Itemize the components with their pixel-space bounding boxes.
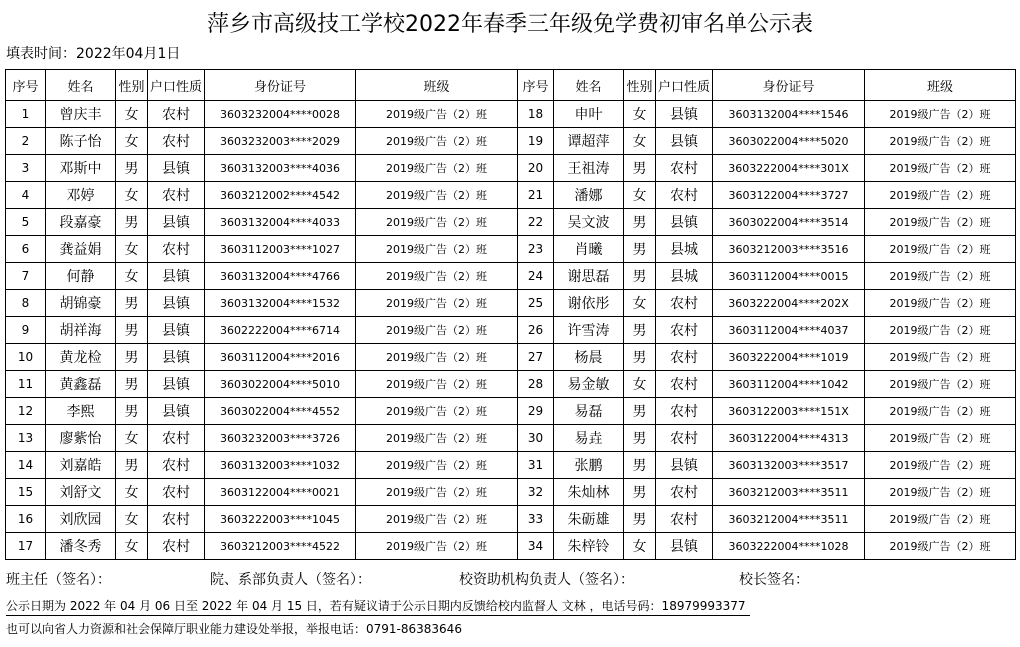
table-row: [6, 344, 1016, 371]
student-name: 刘舒文: [46, 479, 116, 506]
student-name: 肖曦: [554, 236, 624, 263]
student-name: 邓婷: [46, 182, 116, 209]
id-number: 3603132004****1532: [205, 290, 356, 317]
row-number: 22: [518, 209, 554, 236]
row-number: 1: [6, 101, 46, 128]
hukou-type: 农村: [656, 398, 713, 425]
row-number: 8: [6, 290, 46, 317]
table-row: [6, 101, 1016, 128]
student-name: 易磊: [554, 398, 624, 425]
gender: 男: [624, 425, 656, 452]
gender: 男: [624, 236, 656, 263]
row-number: 21: [518, 182, 554, 209]
row-number: 16: [6, 506, 46, 533]
hukou-type: 县城: [656, 263, 713, 290]
gender: 女: [116, 128, 148, 155]
col-header-gender: 性别: [624, 70, 656, 101]
class-name: 2019级广告（2）班: [865, 182, 1016, 209]
class-name: 2019级广告（2）班: [865, 128, 1016, 155]
gender: 男: [624, 344, 656, 371]
class-name: 2019级广告（2）班: [865, 452, 1016, 479]
hukou-type: 农村: [656, 182, 713, 209]
student-name: 朱梓铃: [554, 533, 624, 560]
row-number: 3: [6, 155, 46, 182]
hukou-type: 县镇: [148, 371, 205, 398]
class-name: 2019级广告（2）班: [865, 317, 1016, 344]
id-number: 3603222004****301X: [713, 155, 865, 182]
row-number: 23: [518, 236, 554, 263]
gender: 女: [116, 533, 148, 560]
notice-period: 公示日期为 2022 年 04 月 06 日至 2022 年 04 月 15 日，若有疑议请于公示日期内反馈给校内监督人 文林 ，电话号码：18979993377: [6, 597, 750, 616]
student-name: 朱灿林: [554, 479, 624, 506]
hukou-type: 农村: [656, 479, 713, 506]
id-number: 3603212003****3516: [713, 236, 865, 263]
student-name: 黄龙检: [46, 344, 116, 371]
hukou-type: 农村: [148, 452, 205, 479]
row-number: 19: [518, 128, 554, 155]
student-name: 谢思磊: [554, 263, 624, 290]
table-row: [6, 236, 1016, 263]
row-number: 15: [6, 479, 46, 506]
student-name: 李熙: [46, 398, 116, 425]
class-name: 2019级广告（2）班: [356, 155, 518, 182]
gender: 男: [116, 452, 148, 479]
id-number: 3603122004****4313: [713, 425, 865, 452]
gender: 女: [116, 506, 148, 533]
row-number: 29: [518, 398, 554, 425]
gender: 女: [624, 101, 656, 128]
table-row: [6, 182, 1016, 209]
head-teacher-signature: 班主任（签名）：: [6, 572, 111, 588]
hukou-type: 县镇: [656, 209, 713, 236]
id-number: 3603112003****1027: [205, 236, 356, 263]
hukou-type: 县镇: [148, 317, 205, 344]
table-row: [6, 155, 1016, 182]
table-row: [6, 533, 1016, 560]
hukou-type: 农村: [656, 290, 713, 317]
gender: 女: [116, 425, 148, 452]
student-name: 段嘉豪: [46, 209, 116, 236]
hukou-type: 农村: [656, 317, 713, 344]
table-row: [6, 209, 1016, 236]
hukou-type: 农村: [148, 506, 205, 533]
gender: 男: [116, 209, 148, 236]
class-name: 2019级广告（2）班: [356, 533, 518, 560]
student-name: 谢依彤: [554, 290, 624, 317]
hukou-type: 农村: [148, 425, 205, 452]
student-name: 龚益娟: [46, 236, 116, 263]
id-number: 3603232004****0028: [205, 101, 356, 128]
row-number: 34: [518, 533, 554, 560]
col-header-no: 序号: [518, 70, 554, 101]
gender: 男: [624, 506, 656, 533]
roster-body: [6, 101, 1016, 560]
row-number: 18: [518, 101, 554, 128]
gender: 女: [116, 101, 148, 128]
id-number: 3603122003****151X: [713, 398, 865, 425]
id-number: 3603112004****2016: [205, 344, 356, 371]
col-header-no: 序号: [6, 70, 46, 101]
class-name: 2019级广告（2）班: [865, 236, 1016, 263]
hukou-type: 县镇: [148, 290, 205, 317]
roster-table: [5, 69, 1016, 560]
hukou-type: 农村: [148, 101, 205, 128]
gender: 男: [116, 155, 148, 182]
class-name: 2019级广告（2）班: [865, 506, 1016, 533]
id-number: 3603222004****202X: [713, 290, 865, 317]
class-name: 2019级广告（2）班: [865, 479, 1016, 506]
col-header-id: 身份证号: [713, 70, 865, 101]
student-name: 易垚: [554, 425, 624, 452]
class-name: 2019级广告（2）班: [865, 371, 1016, 398]
hukou-type: 农村: [148, 479, 205, 506]
header-row: [6, 70, 1016, 101]
student-name: 黄鑫磊: [46, 371, 116, 398]
gender: 男: [116, 317, 148, 344]
notice-report: 也可以向省人力资源和社会保障厅职业能力建设处举报，举报电话：0791-86383646: [6, 622, 462, 636]
id-number: 3603022004****3514: [713, 209, 865, 236]
class-name: 2019级广告（2）班: [356, 371, 518, 398]
table-row: [6, 425, 1016, 452]
id-number: 3603112004****1042: [713, 371, 865, 398]
hukou-type: 农村: [148, 533, 205, 560]
class-name: 2019级广告（2）班: [865, 398, 1016, 425]
col-header-hukou: 户口性质: [656, 70, 713, 101]
table-row: [6, 290, 1016, 317]
table-row: [6, 506, 1016, 533]
hukou-type: 县镇: [148, 263, 205, 290]
student-name: 曾庆丰: [46, 101, 116, 128]
class-name: 2019级广告（2）班: [356, 452, 518, 479]
class-name: 2019级广告（2）班: [356, 182, 518, 209]
row-number: 11: [6, 371, 46, 398]
id-number: 3603222003****1045: [205, 506, 356, 533]
id-number: 3603122004****3727: [713, 182, 865, 209]
hukou-type: 农村: [656, 155, 713, 182]
id-number: 3603132004****4033: [205, 209, 356, 236]
hukou-type: 县镇: [148, 209, 205, 236]
hukou-type: 农村: [148, 236, 205, 263]
gender: 男: [116, 371, 148, 398]
student-name: 邓斯中: [46, 155, 116, 182]
student-name: 廖紫怡: [46, 425, 116, 452]
hukou-type: 县镇: [148, 155, 205, 182]
id-number: 3603232003****2029: [205, 128, 356, 155]
col-header-class: 班级: [865, 70, 1016, 101]
id-number: 3603132003****4036: [205, 155, 356, 182]
id-number: 3603132003****3517: [713, 452, 865, 479]
col-header-name: 姓名: [46, 70, 116, 101]
student-name: 刘嘉皓: [46, 452, 116, 479]
student-name: 谭超萍: [554, 128, 624, 155]
id-number: 3603022004****4552: [205, 398, 356, 425]
gender: 女: [624, 533, 656, 560]
class-name: 2019级广告（2）班: [865, 209, 1016, 236]
table-row: [6, 371, 1016, 398]
gender: 女: [116, 479, 148, 506]
student-name: 胡锦豪: [46, 290, 116, 317]
hukou-type: 农村: [148, 182, 205, 209]
hukou-type: 农村: [656, 425, 713, 452]
student-name: 陈子怡: [46, 128, 116, 155]
gender: 男: [116, 398, 148, 425]
row-number: 5: [6, 209, 46, 236]
gender: 男: [624, 155, 656, 182]
gender: 女: [116, 182, 148, 209]
gender: 男: [116, 344, 148, 371]
class-name: 2019级广告（2）班: [865, 290, 1016, 317]
student-name: 吴文波: [554, 209, 624, 236]
table-row: [6, 128, 1016, 155]
fill-date: 填表时间：2022年04月1日: [6, 46, 181, 62]
id-number: 3603232003****3726: [205, 425, 356, 452]
hukou-type: 农村: [656, 371, 713, 398]
class-name: 2019级广告（2）班: [356, 101, 518, 128]
hukou-type: 农村: [656, 344, 713, 371]
table-row: [6, 398, 1016, 425]
student-name: 申叶: [554, 101, 624, 128]
hukou-type: 县镇: [656, 128, 713, 155]
id-number: 3603132004****1546: [713, 101, 865, 128]
class-name: 2019级广告（2）班: [356, 425, 518, 452]
row-number: 20: [518, 155, 554, 182]
class-name: 2019级广告（2）班: [865, 425, 1016, 452]
gender: 男: [116, 290, 148, 317]
row-number: 24: [518, 263, 554, 290]
id-number: 3602222004****6714: [205, 317, 356, 344]
table-row: [6, 317, 1016, 344]
gender: 男: [624, 317, 656, 344]
row-number: 31: [518, 452, 554, 479]
class-name: 2019级广告（2）班: [865, 155, 1016, 182]
dept-head-signature: 院、系部负责人（签名）：: [210, 572, 371, 588]
hukou-type: 农村: [656, 506, 713, 533]
gender: 女: [116, 263, 148, 290]
class-name: 2019级广告（2）班: [356, 317, 518, 344]
gender: 女: [624, 290, 656, 317]
student-name: 潘冬秀: [46, 533, 116, 560]
row-number: 27: [518, 344, 554, 371]
row-number: 14: [6, 452, 46, 479]
table-row: [6, 263, 1016, 290]
class-name: 2019级广告（2）班: [356, 263, 518, 290]
class-name: 2019级广告（2）班: [356, 344, 518, 371]
class-name: 2019级广告（2）班: [356, 128, 518, 155]
id-number: 3603112004****4037: [713, 317, 865, 344]
hukou-type: 农村: [148, 128, 205, 155]
table-row: [6, 452, 1016, 479]
col-header-gender: 性别: [116, 70, 148, 101]
class-name: 2019级广告（2）班: [865, 101, 1016, 128]
gender: 女: [116, 236, 148, 263]
id-number: 3603212003****4522: [205, 533, 356, 560]
id-number: 3603022004****5010: [205, 371, 356, 398]
hukou-type: 县镇: [148, 344, 205, 371]
row-number: 4: [6, 182, 46, 209]
student-name: 易金敏: [554, 371, 624, 398]
hukou-type: 县镇: [656, 101, 713, 128]
id-number: 3603212003****3511: [713, 479, 865, 506]
col-header-name: 姓名: [554, 70, 624, 101]
class-name: 2019级广告（2）班: [865, 533, 1016, 560]
row-number: 32: [518, 479, 554, 506]
class-name: 2019级广告（2）班: [865, 344, 1016, 371]
row-number: 17: [6, 533, 46, 560]
row-number: 6: [6, 236, 46, 263]
row-number: 9: [6, 317, 46, 344]
hukou-type: 县城: [656, 236, 713, 263]
hukou-type: 县镇: [656, 452, 713, 479]
row-number: 13: [6, 425, 46, 452]
id-number: 3603132004****4766: [205, 263, 356, 290]
row-number: 7: [6, 263, 46, 290]
class-name: 2019级广告（2）班: [356, 398, 518, 425]
student-name: 刘欣园: [46, 506, 116, 533]
class-name: 2019级广告（2）班: [356, 479, 518, 506]
gender: 男: [624, 263, 656, 290]
student-name: 何静: [46, 263, 116, 290]
gender: 男: [624, 398, 656, 425]
student-name: 胡祥海: [46, 317, 116, 344]
principal-signature: 校长签名：: [739, 572, 809, 588]
row-number: 26: [518, 317, 554, 344]
id-number: 3603022004****5020: [713, 128, 865, 155]
row-number: 12: [6, 398, 46, 425]
student-name: 潘娜: [554, 182, 624, 209]
row-number: 33: [518, 506, 554, 533]
class-name: 2019级广告（2）班: [356, 236, 518, 263]
row-number: 25: [518, 290, 554, 317]
row-number: 30: [518, 425, 554, 452]
row-number: 10: [6, 344, 46, 371]
id-number: 3603222004****1019: [713, 344, 865, 371]
row-number: 2: [6, 128, 46, 155]
id-number: 3603112004****0015: [713, 263, 865, 290]
gender: 男: [624, 479, 656, 506]
hukou-type: 县镇: [656, 533, 713, 560]
student-name: 许雪涛: [554, 317, 624, 344]
student-name: 王祖涛: [554, 155, 624, 182]
col-header-hukou: 户口性质: [148, 70, 205, 101]
gender: 女: [624, 371, 656, 398]
gender: 女: [624, 182, 656, 209]
class-name: 2019级广告（2）班: [356, 209, 518, 236]
table-row: [6, 479, 1016, 506]
col-header-id: 身份证号: [205, 70, 356, 101]
row-number: 28: [518, 371, 554, 398]
id-number: 3603212004****3511: [713, 506, 865, 533]
id-number: 3603222004****1028: [713, 533, 865, 560]
gender: 男: [624, 209, 656, 236]
page-title: 萍乡市高级技工学校2022年春季三年级免学费初审名单公示表: [207, 12, 813, 37]
class-name: 2019级广告（2）班: [865, 263, 1016, 290]
gender: 女: [624, 128, 656, 155]
id-number: 3603132003****1032: [205, 452, 356, 479]
col-header-class: 班级: [356, 70, 518, 101]
id-number: 3603212002****4542: [205, 182, 356, 209]
student-name: 杨晨: [554, 344, 624, 371]
class-name: 2019级广告（2）班: [356, 506, 518, 533]
student-name: 张鹏: [554, 452, 624, 479]
gender: 男: [624, 452, 656, 479]
student-name: 朱砺雄: [554, 506, 624, 533]
id-number: 3603122004****0021: [205, 479, 356, 506]
hukou-type: 县镇: [148, 398, 205, 425]
aid-office-signature: 校资助机构负责人（签名）：: [459, 572, 634, 588]
class-name: 2019级广告（2）班: [356, 290, 518, 317]
